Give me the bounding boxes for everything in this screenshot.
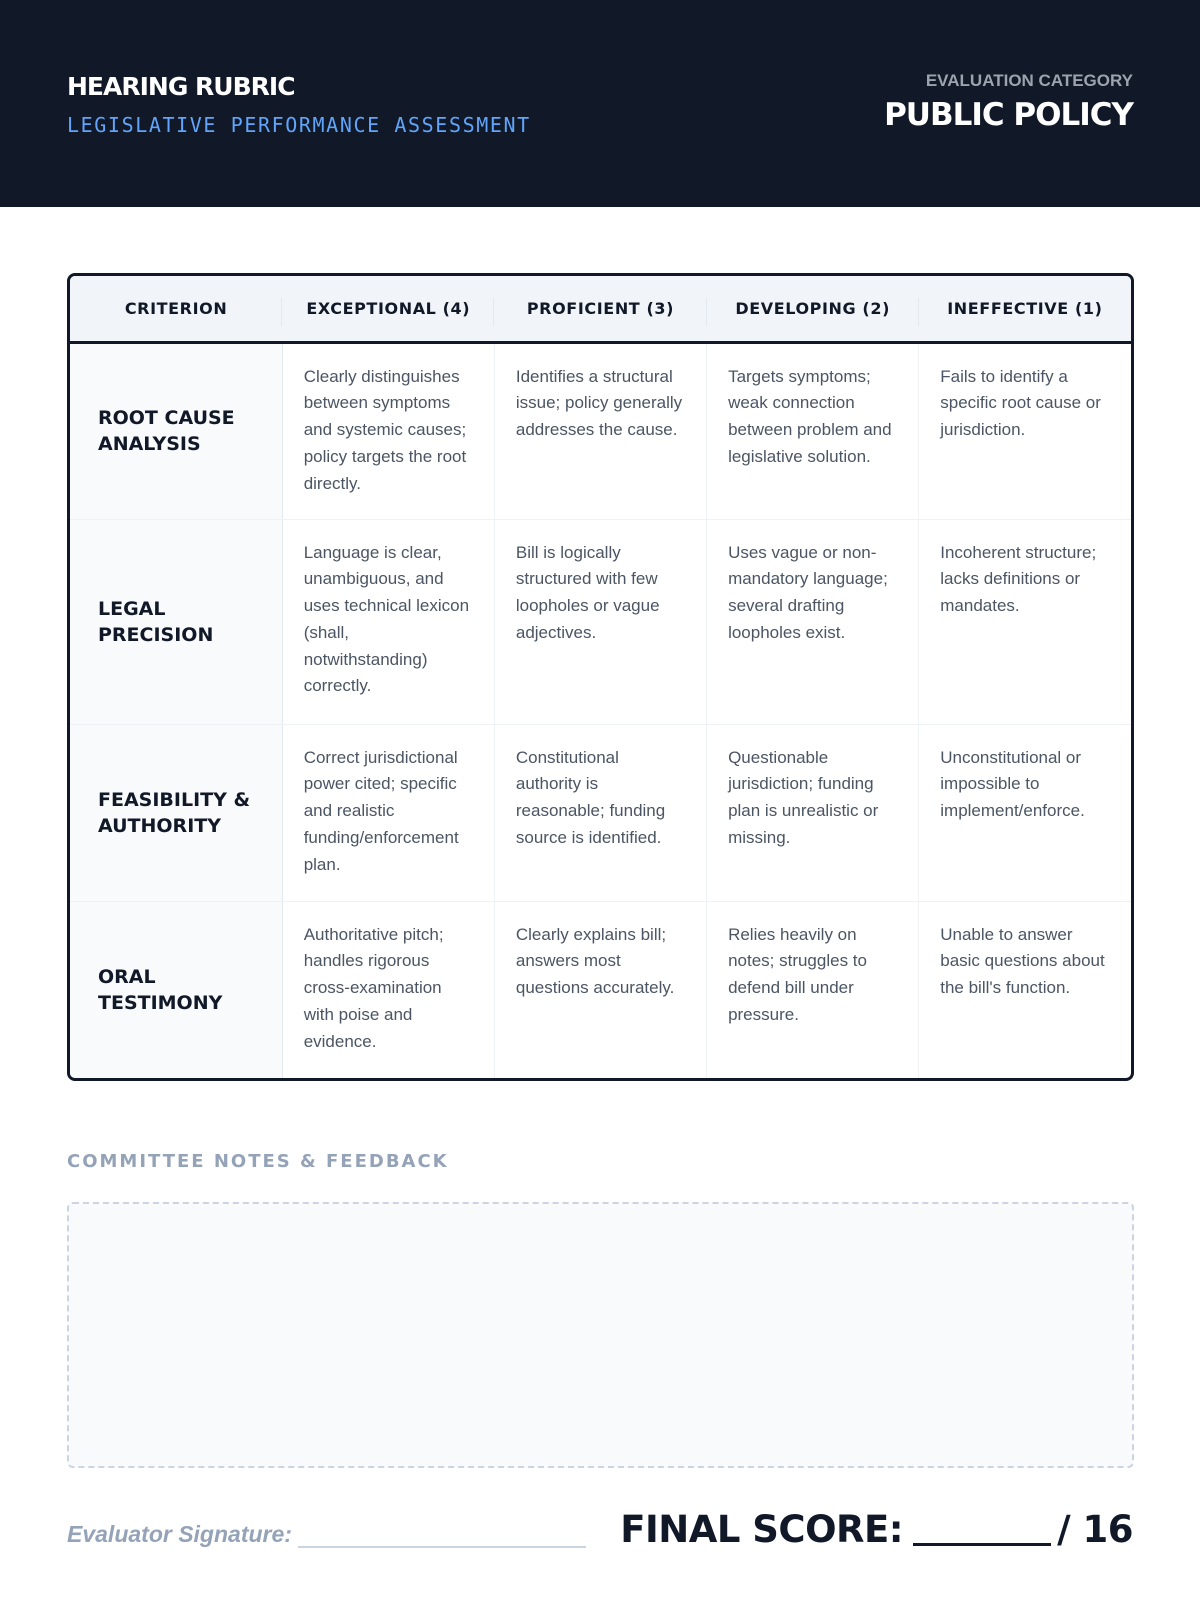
rubric-cell: Targets symptoms; weak connection between problem and legislative solution. <box>707 342 919 519</box>
rubric-row-root-cause <box>70 342 1131 519</box>
category-label: EVALUATION CATEGORY <box>925 71 1133 90</box>
criterion-label: ROOT CAUSE ANALYSIS <box>70 342 282 519</box>
rubric-cell: Relies heavily on notes; struggles to defend bill under pressure. <box>707 901 919 1078</box>
criterion-label: FEASIBILITY & AUTHORITY <box>70 724 282 901</box>
rubric-row-legal-precision <box>70 519 1131 724</box>
signature-line[interactable] <box>298 1546 586 1548</box>
rubric-cell: Unable to answer basic questions about the bill's function. <box>919 901 1131 1078</box>
rubric-table <box>67 273 1134 1081</box>
rubric-cell: Authoritative pitch; handles rigorous cross-examination with poise and evidence. <box>282 901 494 1078</box>
final-score <box>620 1508 1133 1551</box>
rubric-row-oral-testimony <box>70 901 1131 1078</box>
rubric-cell: Clearly explains bill; answers most questions accurately. <box>494 901 706 1078</box>
category-value: PUBLIC POLICY <box>884 97 1133 133</box>
rubric-cell: Uses vague or non-mandatory language; several drafting loopholes exist. <box>707 519 919 724</box>
final-score-total: / 16 <box>1057 1508 1133 1551</box>
criterion-label: LEGAL PRECISION <box>70 519 282 724</box>
rubric-cell: Unconstitutional or impossible to implement/enforce. <box>919 724 1131 901</box>
rubric-cell: Correct jurisdictional power cited; specific and realistic funding/enforcement plan. <box>282 724 494 901</box>
column-header-ineffective: INEFFECTIVE (1) <box>919 276 1131 342</box>
criterion-label: ORAL TESTIMONY <box>70 901 282 1078</box>
rubric-cell: Identifies a structural issue; policy generally addresses the cause. <box>494 342 706 519</box>
rubric-cell: Incoherent structure; lacks definitions or mandates. <box>919 519 1131 724</box>
rubric-row-feasibility <box>70 724 1131 901</box>
column-header-exceptional: EXCEPTIONAL (4) <box>282 276 494 342</box>
column-header-criterion: CRITERION <box>70 276 282 342</box>
page-subtitle: LEGISLATIVE PERFORMANCE ASSESSMENT <box>67 113 531 137</box>
page-title: HEARING RUBRIC <box>67 72 295 101</box>
signature-label: Evaluator Signature: <box>67 1521 292 1547</box>
notes-heading: COMMITTEE NOTES & FEEDBACK <box>67 1151 449 1172</box>
rubric-header-row <box>70 276 1131 342</box>
final-score-blank[interactable] <box>913 1543 1051 1546</box>
signature-area <box>67 1521 586 1548</box>
column-header-proficient: PROFICIENT (3) <box>494 276 706 342</box>
header-banner <box>0 0 1200 207</box>
notes-field[interactable] <box>67 1202 1134 1468</box>
rubric-cell: Constitutional authority is reasonable; funding source is identified. <box>494 724 706 901</box>
final-score-label: FINAL SCORE: <box>620 1508 904 1551</box>
column-header-developing: DEVELOPING (2) <box>707 276 919 342</box>
rubric-cell: Questionable jurisdiction; funding plan is unrealistic or missing. <box>707 724 919 901</box>
rubric-cell: Bill is logically structured with few loopholes or vague adjectives. <box>494 519 706 724</box>
rubric-cell: Fails to identify a specific root cause or jurisdiction. <box>919 342 1131 519</box>
rubric-cell: Clearly distinguishes between symptoms and systemic causes; policy targets the root directly. <box>282 342 494 519</box>
rubric-cell: Language is clear, unambiguous, and uses technical lexicon (shall, notwithstanding) correctly. <box>282 519 494 724</box>
